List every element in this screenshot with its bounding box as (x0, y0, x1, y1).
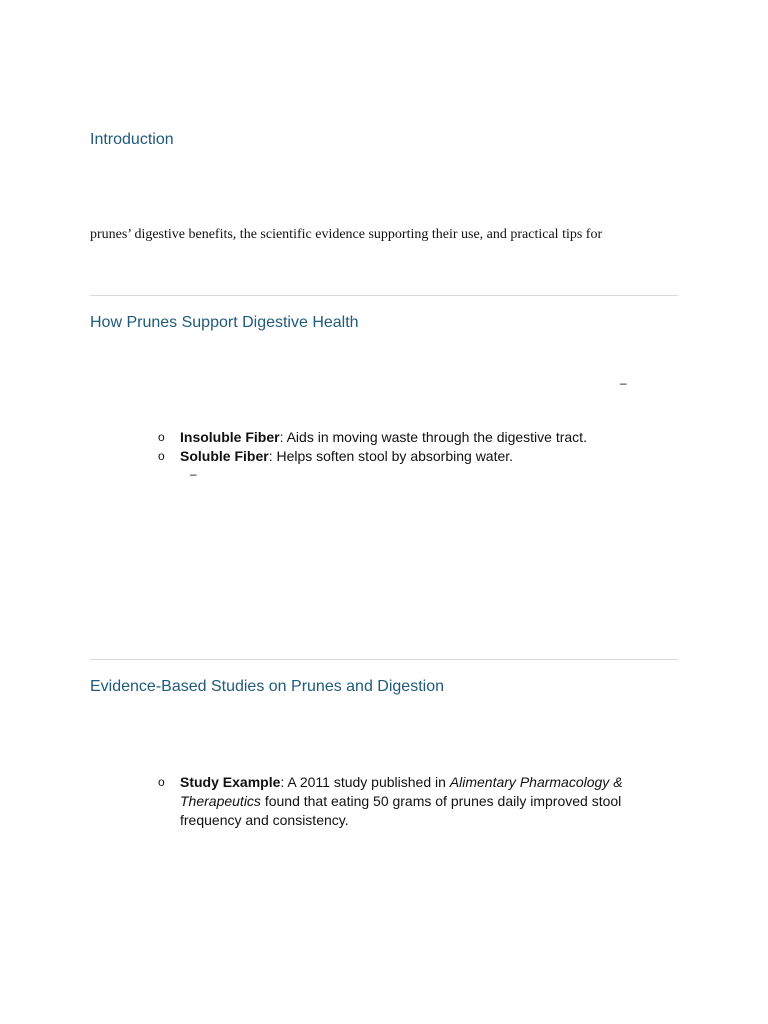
bullet-text: found that eating 50 grams of prunes daily improved stool frequency and consistency. (180, 793, 622, 828)
list-item (90, 773, 650, 830)
section-divider (90, 295, 678, 296)
sub-dash-mark: – (190, 467, 197, 481)
bullet-circle-icon: o (158, 430, 165, 444)
heading-evidence-studies: Evidence-Based Studies on Prunes and Digestion (90, 678, 444, 695)
bullet-text: : Helps soften stool by absorbing water. (268, 448, 514, 464)
list-item (90, 447, 650, 466)
bullet-term: Soluble Fiber (180, 448, 269, 464)
bullet-term: Study Example (180, 774, 281, 790)
bullet-term: Insoluble Fiber (180, 429, 280, 445)
fiber-bullet-list (90, 428, 650, 466)
bullet-text: : A 2011 study published in (280, 774, 450, 790)
dash-mark: – (620, 376, 627, 390)
bullet-circle-icon: o (158, 449, 165, 463)
list-item (90, 428, 650, 447)
section-divider (90, 659, 678, 660)
heading-introduction: Introduction (90, 131, 174, 148)
introduction-body-line: prunes’ digestive benefits, the scientific evidence supporting their use, and practical tips for (90, 227, 603, 242)
bullet-text: : Aids in moving waste through the digestive tract. (279, 429, 587, 445)
heading-digestive-health: How Prunes Support Digestive Health (90, 314, 359, 331)
journal-title: Alimentary Pharmacology & Therapeutics (180, 774, 623, 809)
study-bullet-list (90, 773, 650, 830)
bullet-circle-icon: o (158, 775, 165, 789)
